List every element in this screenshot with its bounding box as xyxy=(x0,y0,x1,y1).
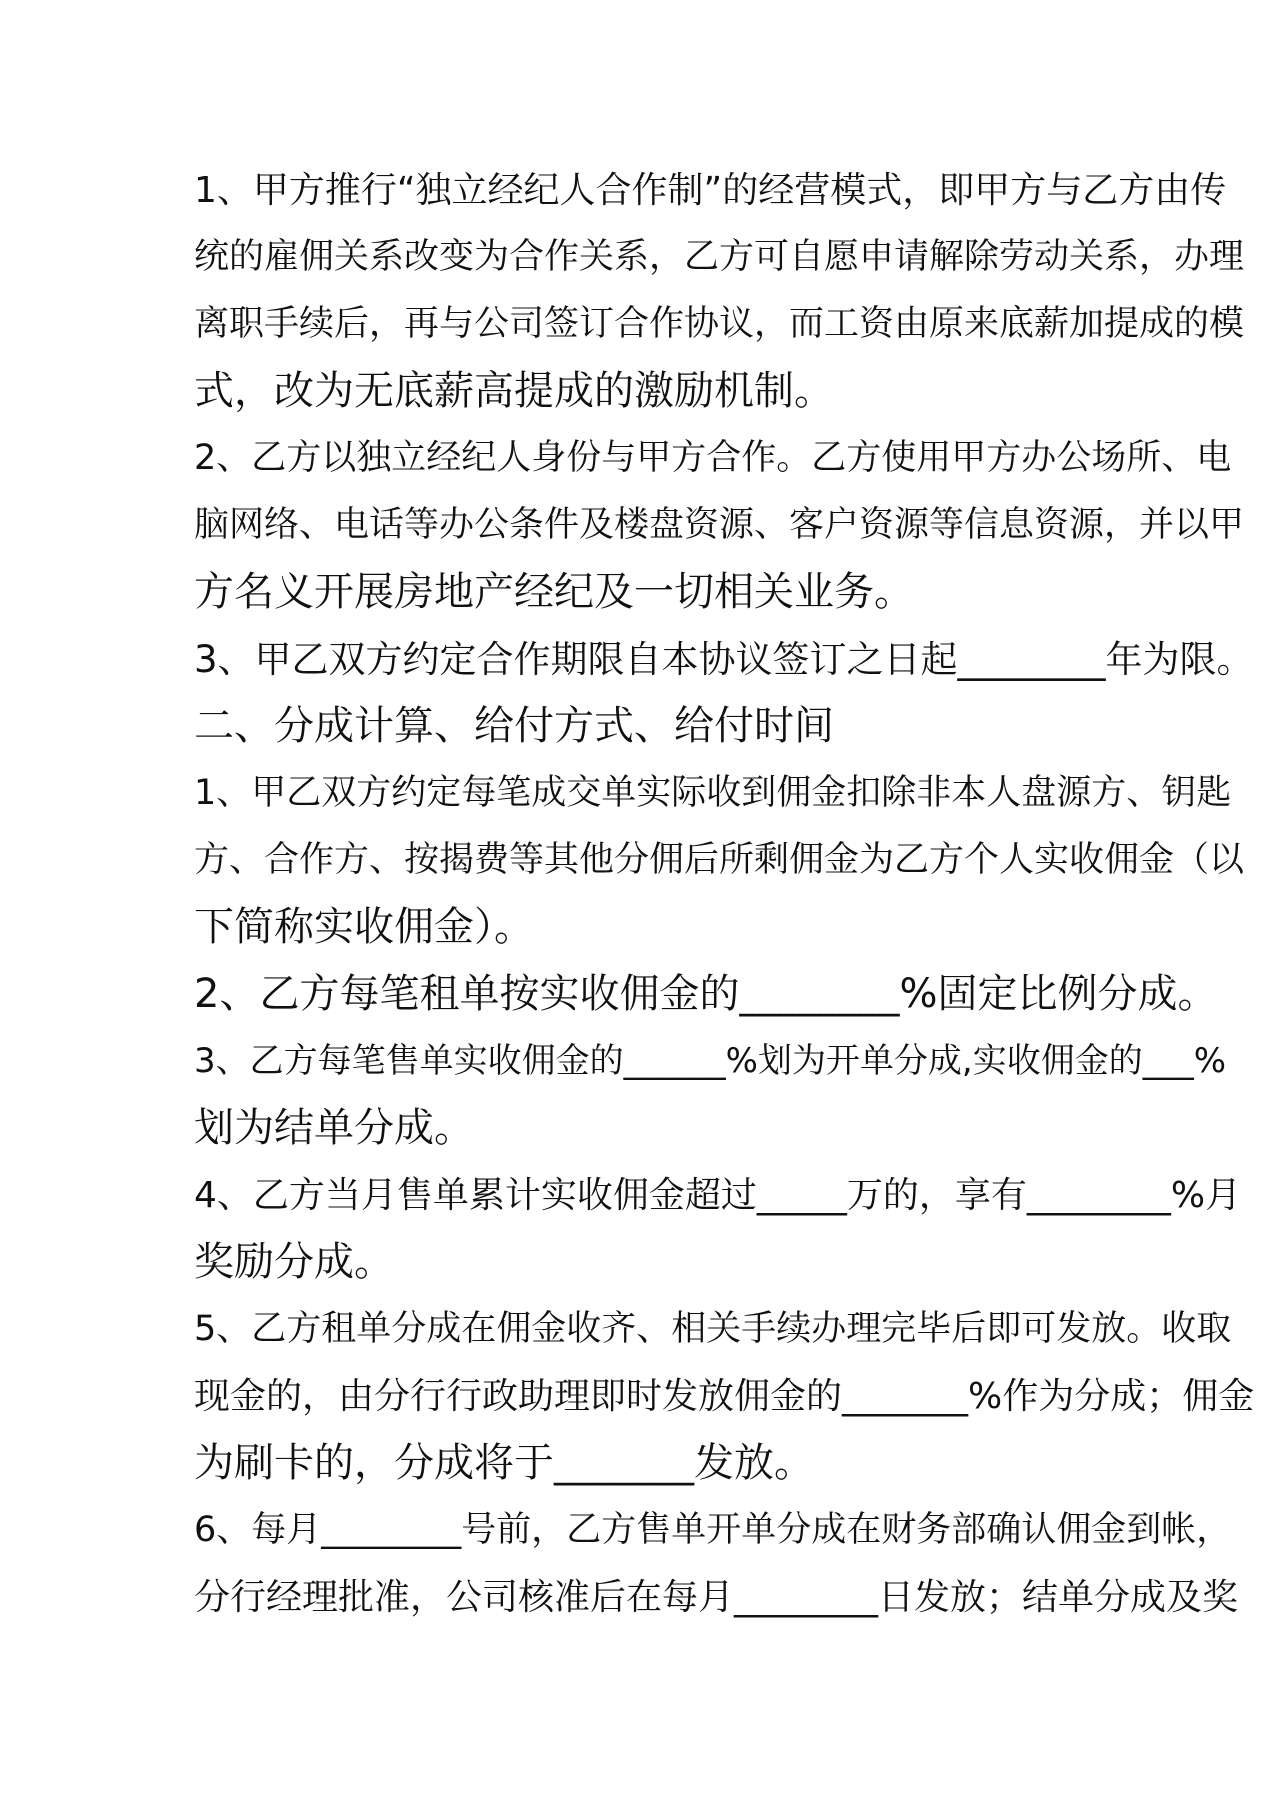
clause-paragraph xyxy=(194,1296,1254,1497)
text-line: 下简称实收佣金）。 xyxy=(194,904,534,950)
clause-paragraph xyxy=(194,760,1254,961)
document-body xyxy=(194,157,1254,1631)
text-line: 式，改为无底薪高提成的激励机制。 xyxy=(194,368,834,414)
clause-paragraph xyxy=(194,1497,1254,1631)
text-line: 1、甲方推行“独立经纪人合作制”的经营模式，即甲方与乙方由传 xyxy=(194,170,1227,211)
text-line: 分行经理批准，公司核准后在每月________日发放；结单分成及奖 xyxy=(194,1577,1239,1618)
clause-paragraph xyxy=(194,961,1254,1028)
text-line: 2、乙方以独立经纪人身份与甲方合作。乙方使用甲方办公场所、电 xyxy=(194,438,1232,478)
text-line: 2、乙方每笔租单按实收佣金的________%固定比例分成。 xyxy=(194,971,1218,1017)
text-line: 4、乙方当月售单累计实收佣金超过_____万的，享有________%月 xyxy=(194,1175,1242,1216)
text-line: 统的雇佣关系改变为合作关系，乙方可自愿申请解除劳动关系，办理 xyxy=(194,237,1245,277)
clause-paragraph xyxy=(194,157,1254,425)
text-line: 1、甲乙双方约定每笔成交单实际收到佣金扣除非本人盘源方、钥匙 xyxy=(194,773,1232,813)
text-line: 3、甲乙双方约定合作期限自本协议签订之日起________年为限。 xyxy=(194,638,1254,681)
text-line: 二、分成计算、给付方式、给付时间 xyxy=(194,703,834,749)
text-line: 6、每月________号前，乙方售单开单分成在财务部确认佣金到帐， xyxy=(194,1510,1232,1550)
text-line: 方名义开展房地产经纪及一切相关业务。 xyxy=(194,569,914,615)
text-line: 3、乙方每笔售单实收佣金的______%划为开单分成,实收佣金的___% xyxy=(194,1041,1227,1081)
text-line: 划为结单分成。 xyxy=(194,1105,474,1151)
clause-paragraph xyxy=(194,1028,1254,1162)
text-line: 现金的，由分行行政助理即时发放佣金的_______%作为分成；佣金 xyxy=(194,1376,1255,1417)
text-line: 5、乙方租单分成在佣金收齐、相关手续办理完毕后即可发放。收取 xyxy=(194,1309,1232,1349)
clause-paragraph xyxy=(194,1162,1254,1296)
text-line: 奖励分成。 xyxy=(194,1239,394,1285)
text-line: 方、合作方、按揭费等其他分佣后所剩佣金为乙方个人实收佣金（以 xyxy=(194,840,1245,880)
section-heading xyxy=(194,693,1254,760)
clause-paragraph xyxy=(194,626,1254,693)
text-line: 离职手续后，再与公司签订合作协议，而工资由原来底薪加提成的模 xyxy=(194,304,1245,344)
clause-paragraph xyxy=(194,425,1254,626)
text-line: 脑网络、电话等办公条件及楼盘资源、客户资源等信息资源，并以甲 xyxy=(194,505,1245,545)
text-line: 为刷卡的，分成将于_______发放。 xyxy=(194,1440,814,1486)
